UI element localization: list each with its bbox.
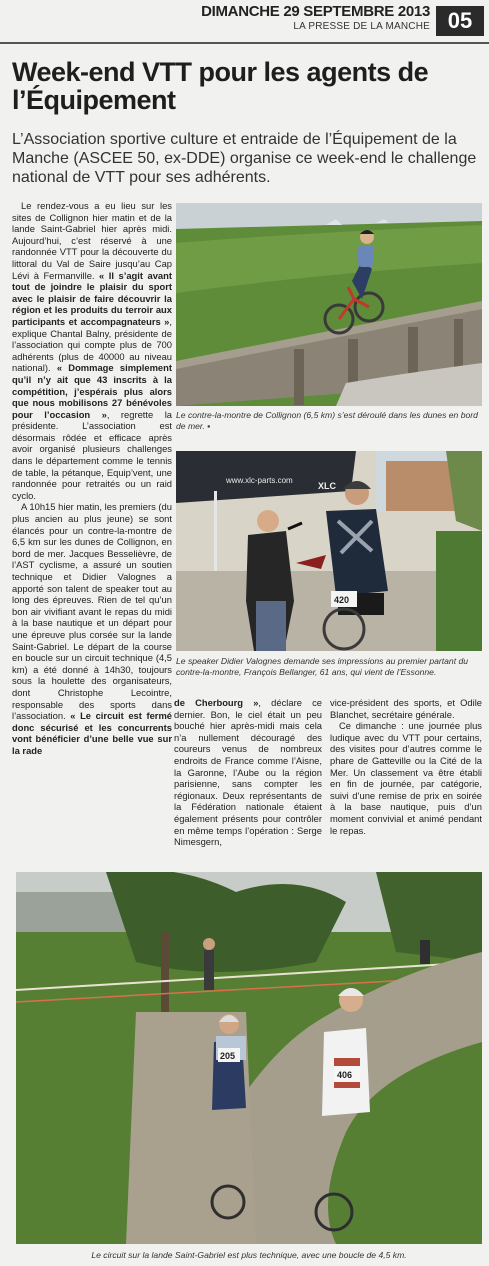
photo-collignon-dunes bbox=[176, 203, 482, 406]
text-run: , déclare ce dernier. Bon, le ciel était un peu bouché hier après-midi mais cela n’a nullement découragé des coureurs venus de nombreux endroits de France comme l’Aisne, la Garonne, l’Aube ou la région parisienne, sans compter les régionaux. Deux représentants de la Fédération nationale étaient également présents pour contrôler en même temps l’opération : Serge Nimesgern, bbox=[174, 697, 322, 848]
paragraph-race bbox=[12, 501, 172, 756]
article-title: Week-end VTT pour les agents de l’Équipement bbox=[12, 57, 429, 115]
paragraph-sunday: Ce dimanche : une journée plus ludique avec du VTT pour certains, des visites pour d’autres comme le phare de Gatteville ou la Cité de la Mer. Un classement va être établi en fin de journée, par catégorie, suivi d’une remise de prix en soirée à la base nautique, puis d’un moment convivial et animé pendant le repas. bbox=[330, 720, 482, 836]
text-run: Le rendez-vous a eu lieu sur les sites de Collignon hier matin et de la lande Saint-Gabriel hier après midi. Aujourd’hui, c’est réservé à une randonnée VTT pour la découverte du littoral du Val de Saire jusqu’au Cap Lévi à Fermanville. bbox=[12, 200, 172, 281]
header-rule bbox=[0, 42, 489, 44]
photo-caption-1: Le contre-la-montre de Collignon (6,5 km) s’est déroulé dans les dunes en bord de mer. ▪ bbox=[176, 410, 478, 431]
rider-bib-number: 420 bbox=[334, 595, 350, 605]
photo-caption-3: Le circuit sur la lande Saint-Gabriel est plus technique, avec une boucle de 4,5 km. bbox=[91, 1250, 407, 1260]
quote-president: « Il s’agit avant tout de joindre le plaisir du sport avec le plaisir de faire découvrir la région et les produits du terroir aux participants et accompagnateurs » bbox=[12, 269, 172, 327]
article-column-3 bbox=[330, 697, 482, 836]
quote-organiser: « Le circuit est fermé donc sécurisé et les concurrents vont bénéficier d’une belle vue sur la rade bbox=[12, 710, 172, 756]
photo-lande-saint-gabriel bbox=[16, 872, 482, 1244]
article-column-2 bbox=[174, 697, 322, 848]
tent-banner-text: www.xlc-parts.com bbox=[226, 476, 293, 485]
page-number: 05 bbox=[436, 6, 484, 36]
paragraph-intro bbox=[12, 200, 172, 501]
text-run: , explique Chantal Balny, présidente de l’association qui compte plus de 700 adhérents (plus de 40000 au niveau national). bbox=[12, 315, 172, 374]
article-column-1 bbox=[12, 200, 172, 860]
photo-caption-2: Le speaker Didier Valognes demande ses impressions au premier partant du contre-la-montre, François Bellanger, 61 ans, qui vient de l’Essonne. bbox=[176, 656, 469, 677]
publication-name: LA PRESSE DE LA MANCHE bbox=[293, 21, 430, 32]
issue-date: DIMANCHE 29 SEPTEMBRE 2013 bbox=[201, 3, 430, 20]
paragraph-officials: vice-président des sports, et Odile Blanchet, secrétaire générale. bbox=[330, 697, 482, 720]
left-rider-bib: 205 bbox=[220, 1051, 236, 1061]
tent-logo-text: XLC bbox=[318, 481, 336, 491]
quote-end: de Cherbourg » bbox=[174, 697, 259, 708]
photo-speaker-interview bbox=[176, 451, 482, 651]
text-run: A 10h15 hier matin, les premiers (du plus ancien au plus jeune) se sont élancés pour un contre-la-montre de 6,5 km sur les dunes de Collignon, en bord de mer. Jacques Besselièvre, de l’AST cyclisme, a assuré un soutien technique et Didier Valognes a apporté son talent de speaker tout au long des épreuves. Rien de tel qu’un bon air vivifiant avant le repas du midi à la base nautique et un départ pour une épreuve plus corsée sur la lande Saint-Gabriel. Le départ de la course en boucle sur un circuit technique (4,5 km) a été donné à 14h30, toujours sous la houlette des organisateurs, dont Christophe Lecointre, responsable des sports dans l’association. bbox=[12, 501, 172, 722]
quote-regret: « Dommage simplement qu’il n’y ait que 43 inscrits à la compétition, j’espérais plus alors que nous mobilisons 27 bénévoles pour l’occasion » bbox=[12, 362, 172, 420]
right-rider-bib: 406 bbox=[337, 1070, 353, 1080]
text-run: , regrette la présidente. L’association est désormais rôdée et efficace après avoir organisé plusieurs challenges dans le département comme le tennis de table, la pétanque, Equip’vent, une randonnée pour retraités ou un raid cyclo. bbox=[12, 408, 172, 501]
article-lede: L’Association sportive culture et entraide de l’Équipement de la Manche (ASCEE 50, ex-DDE) organise ce week-end le challenge national de VTT pour ses adhérents. bbox=[12, 131, 477, 186]
